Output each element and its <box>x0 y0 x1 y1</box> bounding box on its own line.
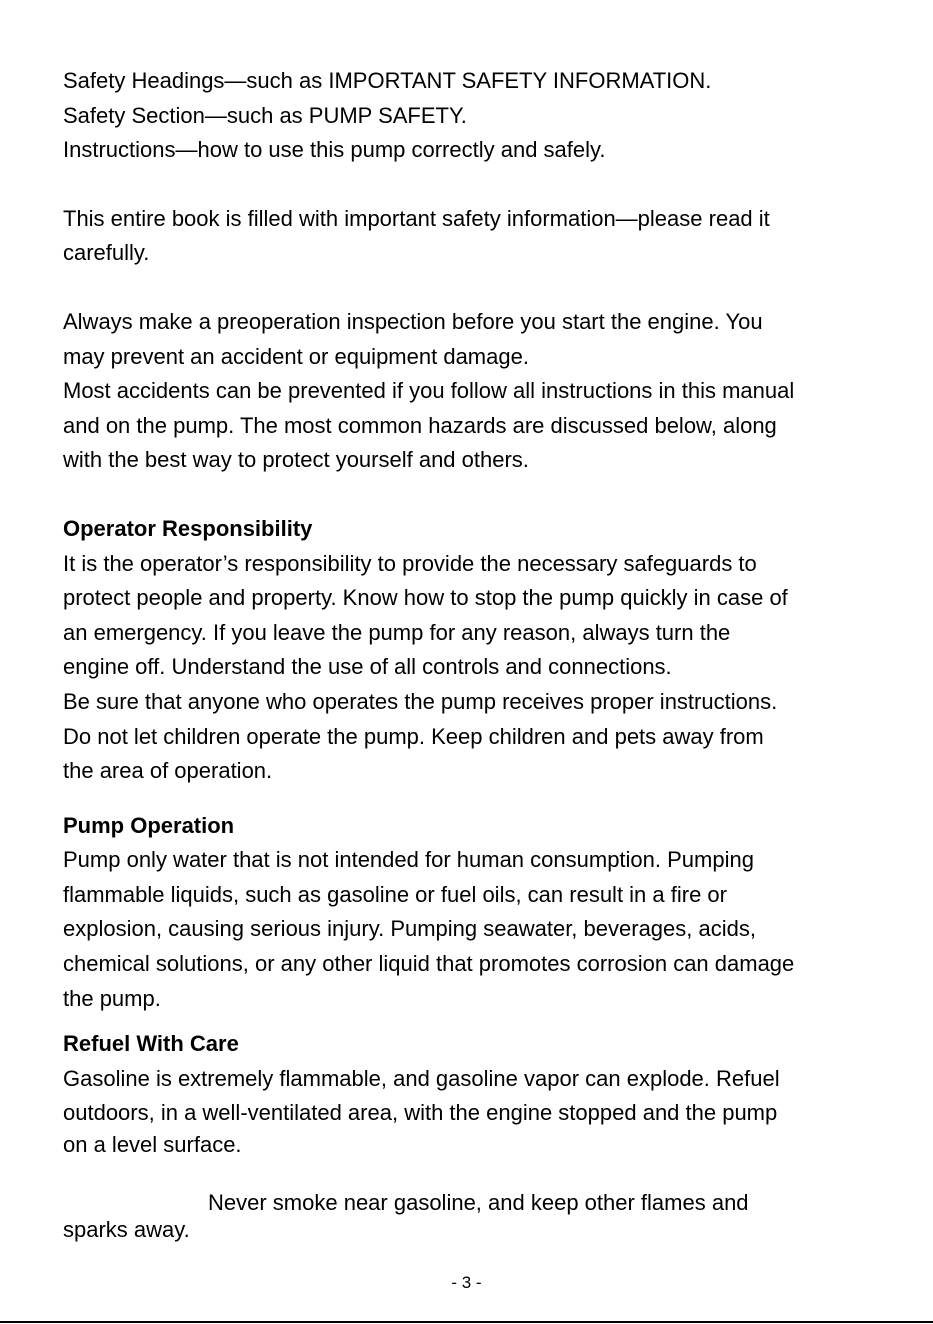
paragraph-line: carefully. <box>63 240 150 266</box>
manual-page <box>63 64 875 1243</box>
section-heading: Operator Responsibility <box>63 515 313 541</box>
inspection-paragraph <box>63 305 875 478</box>
spacer <box>63 1159 875 1189</box>
paragraph-line: chemical solutions, or any other liquid that promotes corrosion can damage <box>63 951 795 977</box>
paragraph-line: Never smoke near gasoline, and keep other flames and <box>208 1190 749 1216</box>
paragraph-line: may prevent an accident or equipment damage. <box>63 343 529 369</box>
section-heading: Refuel With Care <box>63 1031 239 1057</box>
book-note-paragraph <box>63 202 875 271</box>
refuel-section <box>63 1027 875 1243</box>
paragraph-line: the pump. <box>63 985 161 1011</box>
paragraph-line: explosion, causing serious injury. Pumping seawater, beverages, acids, <box>63 916 756 942</box>
intro-line: Instructions—how to use this pump correctly and safely. <box>63 137 606 163</box>
paragraph-line: It is the operator’s responsibility to provide the necessary safeguards to <box>63 550 757 576</box>
paragraph-line: protect people and property. Know how to stop the pump quickly in case of <box>63 585 788 611</box>
intro-line: Safety Headings—such as IMPORTANT SAFETY INFORMATION. <box>63 68 712 93</box>
paragraph-line: flammable liquids, such as gasoline or fuel oils, can result in a fire or <box>63 881 727 907</box>
paragraph-line: Most accidents can be prevented if you follow all instructions in this manual <box>63 378 795 404</box>
paragraph-line: Always make a preoperation inspection before you start the engine. You <box>63 308 763 334</box>
paragraph-line: engine off. Understand the use of all controls and connections. <box>63 654 672 680</box>
page-number: - 3 - <box>451 1273 482 1292</box>
paragraph-line: outdoors, in a well-ventilated area, with the engine stopped and the pump <box>63 1100 778 1126</box>
section-heading: Pump Operation <box>63 812 235 838</box>
paragraph-line: This entire book is filled with important safety information—please read it <box>63 205 770 231</box>
pump-operation-section <box>63 809 875 1017</box>
paragraph-line: Gasoline is extremely flammable, and gasoline vapor can explode. Refuel <box>63 1065 780 1091</box>
paragraph-line: Pump only water that is not intended for human consumption. Pumping <box>63 847 754 873</box>
paragraph-line: Do not let children operate the pump. Keep children and pets away from <box>63 723 764 749</box>
paragraph-line: on a level surface. <box>63 1132 242 1158</box>
paragraph-line: and on the pump. The most common hazards are discussed below, along <box>63 412 777 438</box>
intro-line: Safety Section—such as PUMP SAFETY. <box>63 102 467 128</box>
paragraph-line: with the best way to protect yourself and others. <box>63 447 529 473</box>
paragraph-line: Be sure that anyone who operates the pump receives proper instructions. <box>63 688 778 714</box>
paragraph-line: sparks away. <box>63 1217 190 1243</box>
paragraph-line: an emergency. If you leave the pump for any reason, always turn the <box>63 619 731 645</box>
bottom-rule <box>0 1321 933 1323</box>
intro-list <box>63 64 875 168</box>
operator-section <box>63 512 875 789</box>
paragraph-line: the area of operation. <box>63 758 273 784</box>
